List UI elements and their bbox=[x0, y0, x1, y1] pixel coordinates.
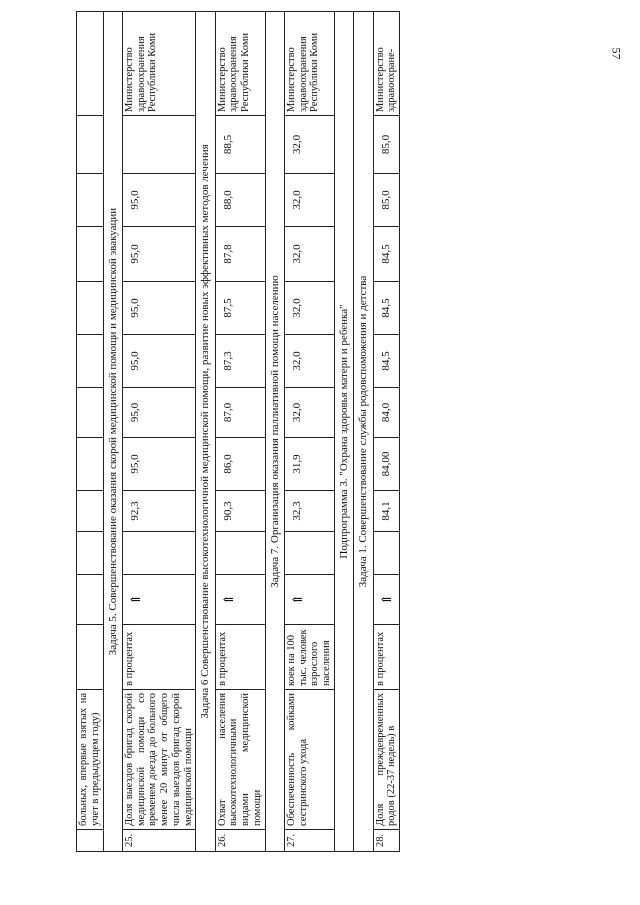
value-cell: 87,3 bbox=[215, 335, 265, 388]
value-cell: 84,5 bbox=[373, 335, 400, 388]
unit-cell: в процентах bbox=[122, 625, 196, 690]
value-cell: 95,0 bbox=[122, 174, 196, 227]
value-cell: 95,0 bbox=[122, 388, 196, 438]
table-row bbox=[373, 12, 400, 852]
value-cell: 31,9 bbox=[284, 438, 334, 491]
value-cell: 84,00 bbox=[373, 438, 400, 491]
trend-arrow-icon: ⇑ bbox=[284, 575, 334, 625]
value-cell: 84,0 bbox=[373, 388, 400, 438]
value-cell: 32,0 bbox=[284, 174, 334, 227]
value-cell: 32,0 bbox=[284, 335, 334, 388]
table-row bbox=[215, 12, 265, 852]
section-heading-row bbox=[265, 12, 284, 852]
responsible-cell: Министерство здравоохранения Республики Коми bbox=[284, 12, 334, 116]
responsible-cell: Министерство здравоохранения Республики Коми bbox=[122, 12, 196, 116]
row-index: 28. bbox=[373, 830, 400, 852]
section-heading-row bbox=[354, 12, 373, 852]
indicators-table bbox=[76, 11, 400, 852]
page-number: 57 bbox=[609, 47, 624, 60]
value-cell: 32,0 bbox=[284, 227, 334, 282]
value-cell: 92,3 bbox=[122, 491, 196, 532]
unit-cell: в процентах bbox=[373, 625, 400, 690]
value-cell: 86,0 bbox=[215, 438, 265, 491]
value-cell: 95,0 bbox=[122, 282, 196, 335]
unit-cell: коек на 100 тыс. человек взрослого населения bbox=[284, 625, 334, 690]
trend-arrow-icon: ⇑ bbox=[215, 575, 265, 625]
value-cell: 32,3 bbox=[284, 491, 334, 532]
row-index: 25. bbox=[122, 830, 196, 852]
section-heading: Задача 6 Совершенствование высокотехнологичной медицинской помощи, развитие новых эффективных методов лечения bbox=[196, 12, 215, 852]
value-cell: 32,0 bbox=[284, 116, 334, 174]
section-heading: Задача 7. Организация оказания паллиативной помощи населению bbox=[265, 12, 284, 852]
section-heading-row bbox=[196, 12, 215, 852]
value-cell: 85,0 bbox=[373, 116, 400, 174]
value-cell: 32,0 bbox=[284, 388, 334, 438]
indicator-cell: Обеспеченность койками сестринского ухода bbox=[284, 690, 334, 830]
rotated-table-area bbox=[76, 32, 631, 852]
value-cell: 95,0 bbox=[122, 227, 196, 282]
table-row-continued bbox=[77, 12, 104, 852]
responsible-cell: Министерство здравоохране- bbox=[373, 12, 400, 116]
value-cell: 32,0 bbox=[284, 282, 334, 335]
responsible-cell: Министерство здравоохранения Республики Коми bbox=[215, 12, 265, 116]
indicator-cell: больных, впервые взятых на учет в предыдущем году) bbox=[77, 690, 104, 830]
trend-arrow-icon: ⇑ bbox=[373, 575, 400, 625]
value-cell: 85,0 bbox=[373, 174, 400, 227]
indicator-cell: Охват населения высокотехнологичными видами медицинской помощи bbox=[215, 690, 265, 830]
index-cell bbox=[77, 830, 104, 852]
value-cell: 87,5 bbox=[215, 282, 265, 335]
section-heading-row bbox=[334, 12, 353, 852]
section-heading-row bbox=[103, 12, 122, 852]
table-row bbox=[122, 12, 196, 852]
indicator-cell: Доля выездов бригад скорой медицинской помощи со временем доезда до больного менее 20 минут от общего числа выездов бригад скорой медицинской помощи bbox=[122, 690, 196, 830]
value-cell: 84,5 bbox=[373, 282, 400, 335]
unit-cell: в процентах bbox=[215, 625, 265, 690]
value-cell: 87,8 bbox=[215, 227, 265, 282]
table-row bbox=[284, 12, 334, 852]
value-cell: 88,0 bbox=[215, 174, 265, 227]
subprogram-heading: Подпрограмма 3. "Охрана здоровья матери и ребенка" bbox=[334, 12, 353, 852]
indicator-cell: Доля преждевременных родов (22-37 недель) в bbox=[373, 690, 400, 830]
value-cell: 84,1 bbox=[373, 491, 400, 532]
value-cell: 95,0 bbox=[122, 335, 196, 388]
section-heading: Задача 5. Совершенствование оказания скорой медицинской помощи и медицинской эвакуации bbox=[103, 12, 122, 852]
value-cell: 90,3 bbox=[215, 491, 265, 532]
trend-arrow-icon: ⇑ bbox=[122, 575, 196, 625]
row-index: 27. bbox=[284, 830, 334, 852]
value-cell: 88,5 bbox=[215, 116, 265, 174]
value-cell: 84,5 bbox=[373, 227, 400, 282]
value-cell: 87,0 bbox=[215, 388, 265, 438]
row-index: 26. bbox=[215, 830, 265, 852]
section-heading: Задача 1. Совершенствование службы родовспоможения и детства bbox=[354, 12, 373, 852]
value-cell: 95,0 bbox=[122, 438, 196, 491]
